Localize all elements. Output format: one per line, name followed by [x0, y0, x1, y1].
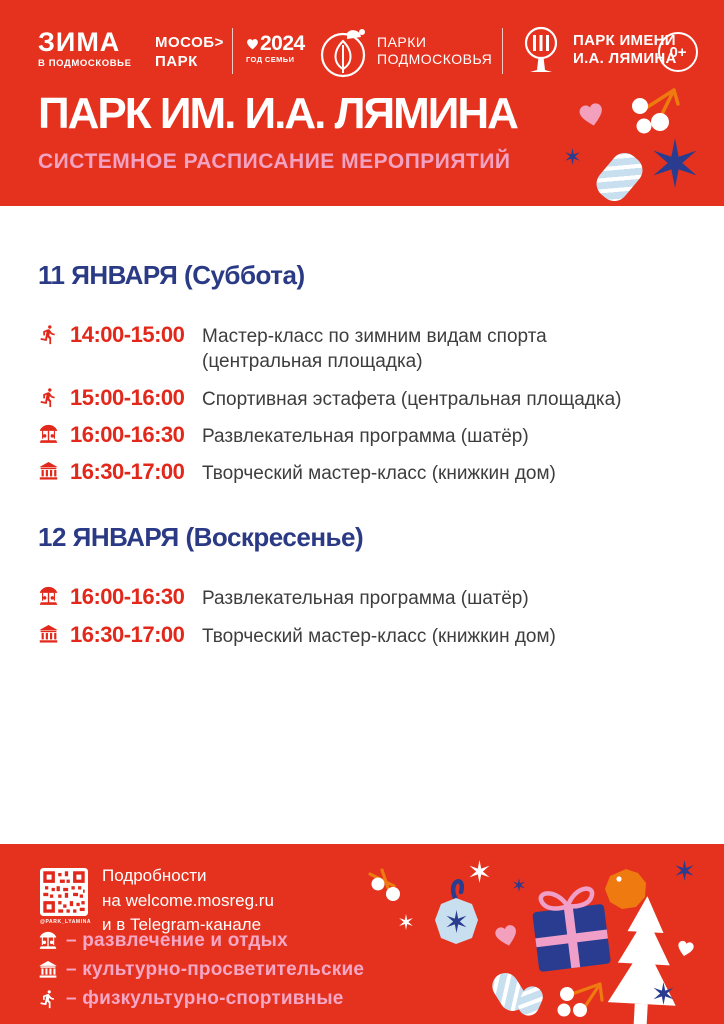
zima-logo-line2: В ПОДМОСКОВЬЕ — [38, 58, 132, 69]
event-description: Развлекательная программа (шатёр) — [202, 588, 529, 610]
berries-decoration — [616, 84, 680, 142]
age-badge: 0+ — [658, 32, 698, 72]
year2024-logo-line2: ГОД СЕМЬИ — [246, 55, 295, 64]
berries-decoration — [550, 972, 604, 1018]
legend-label: – физкультурно-спортивные — [66, 988, 344, 1009]
park-lyamin-logo — [518, 24, 677, 76]
legend-label: – развлечение и отдых — [66, 930, 288, 951]
heart-decoration — [674, 938, 696, 959]
event-row — [38, 321, 686, 375]
legend-label: – культурно-просветительские — [66, 959, 365, 980]
mosobpark-logo-line2: ПАРК — [155, 52, 198, 70]
day-section — [38, 522, 686, 649]
parki-podmoskovya-logo — [318, 23, 492, 79]
zima-logo — [38, 29, 132, 69]
event-time: 14:00-15:00 — [70, 322, 185, 347]
heart-decoration — [576, 99, 608, 129]
parki-logo-line2: ПОДМОСКОВЬЯ — [377, 51, 493, 67]
event-description: Мастер-класс по зимним видам спорта (центральная площадка) — [202, 326, 547, 373]
qr-block[interactable] — [40, 868, 92, 925]
lyamin-logo-line2: И.А. ЛЯМИНА — [573, 50, 677, 67]
event-description: Творческий мастер-класс (книжкин дом) — [202, 463, 556, 485]
lyamin-tree-icon — [518, 24, 564, 76]
carousel-icon — [38, 424, 59, 445]
qr-code — [40, 868, 88, 916]
legend — [38, 930, 364, 1017]
logo-row — [38, 26, 700, 78]
details-line1: Подробности — [102, 866, 207, 885]
day-heading: 12 ЯНВАРЯ (Воскресенье) — [38, 522, 364, 553]
details-text — [102, 864, 274, 938]
carousel-icon — [38, 586, 59, 607]
runner-icon — [38, 387, 59, 408]
heart-decoration — [492, 921, 522, 949]
snowflake-icon — [564, 148, 581, 165]
legend-row — [38, 988, 364, 1010]
event-description: Развлекательная программа (шатёр) — [202, 425, 529, 447]
parki-logo-line1: ПАРКИ — [377, 34, 427, 51]
snowflake-icon — [398, 914, 414, 930]
mosobpark-logo-line1: МОСОБ> — [155, 34, 224, 51]
museum-icon — [38, 461, 59, 482]
runner-icon — [38, 989, 58, 1009]
schedule — [38, 260, 686, 685]
event-time: 16:30-17:00 — [70, 459, 185, 485]
museum-icon — [38, 960, 58, 980]
heart-icon — [246, 38, 259, 50]
year2024-logo-line1: 2024 — [260, 32, 305, 55]
lyamin-logo-line1: ПАРК ИМЕНИ — [573, 32, 676, 49]
candy-decoration — [591, 147, 648, 207]
carousel-icon — [38, 931, 58, 951]
event-description: Спортивная эстафета (центральная площадка) — [202, 388, 622, 410]
header-band — [0, 0, 724, 206]
poster-title: ПАРК ИМ. И.А. ЛЯМИНА — [38, 89, 517, 138]
day-heading: 11 ЯНВАРЯ (Суббота) — [38, 260, 305, 290]
runner-icon — [38, 324, 59, 345]
parki-leaf-icon — [318, 23, 368, 79]
event-row — [38, 583, 686, 611]
snowflake-icon — [652, 982, 675, 1005]
qr-label: @PARK_LYAMINA — [40, 919, 92, 925]
event-time: 15:00-16:00 — [70, 384, 185, 410]
legend-row — [38, 959, 364, 981]
event-row — [38, 621, 686, 649]
legend-row — [38, 930, 364, 952]
event-time: 16:00-16:30 — [70, 584, 185, 610]
berries-decoration — [368, 868, 410, 908]
event-time: 16:30-17:00 — [70, 621, 185, 647]
zima-logo-line1: ЗИМА — [38, 27, 121, 57]
details-line3[interactable]: и в Telegram-канале — [102, 915, 262, 935]
event-row — [38, 458, 686, 486]
logo-divider — [502, 28, 503, 74]
mosobpark-logo — [155, 34, 224, 72]
poster-subtitle: СИСТЕМНОЕ РАСПИСАНИЕ МЕРОПРИЯТИЙ — [38, 150, 511, 173]
footer-band — [0, 844, 724, 1024]
snowflake-icon — [650, 138, 700, 188]
event-row — [38, 384, 686, 412]
details-line2[interactable]: на welcome.mosreg.ru — [102, 890, 274, 910]
logo-divider — [232, 28, 233, 74]
snowflake-icon — [674, 860, 695, 881]
day-section — [38, 260, 686, 486]
year2024-logo — [246, 33, 305, 64]
event-row — [38, 421, 686, 449]
event-time: 16:00-16:30 — [70, 421, 185, 447]
museum-icon — [38, 624, 59, 645]
ornament-decoration — [428, 874, 486, 954]
event-description: Творческий мастер-класс (книжкин дом) — [202, 625, 556, 647]
